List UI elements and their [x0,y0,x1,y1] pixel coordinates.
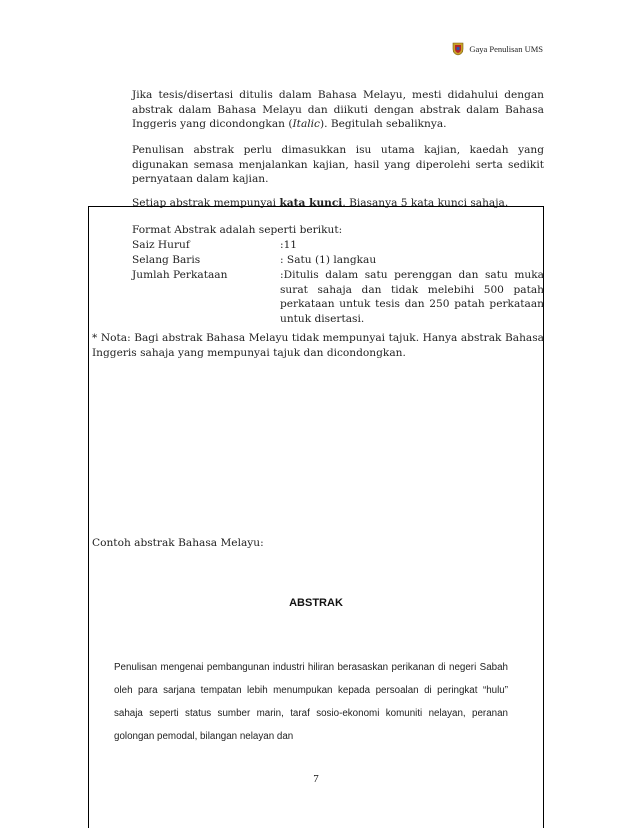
abstrak-title: ABSTRAK [289,597,343,609]
header-text: Gaya Penulisan UMS [469,44,543,54]
example-heading: Contoh abstrak Bahasa Melayu: [92,537,264,549]
nota-text: * Nota: Bagi abstrak Bahasa Melayu tidak mempunyai tajuk. Hanya abstrak Bahasa Inggeris sahaja yang mempunyai tajuk dan dicondongkan. [92,332,544,359]
page-header [451,42,543,56]
italic-term: Italic [292,118,320,130]
paragraph-content-requirements [132,143,544,187]
format-label: Selang Baris [132,254,201,266]
format-value: :11 [280,239,298,251]
paragraph-text: . Biasanya 5 kata kunci sahaja. [342,197,509,209]
paragraph-text: Setiap abstrak mempunyai [132,197,280,209]
format-row-word-count [0,268,638,328]
format-row-line-spacing [0,253,638,268]
paragraph-language-order [132,88,544,132]
format-label: Saiz Huruf [132,239,190,251]
bold-term: kata kunci [279,197,343,209]
paragraph-text: ). Begitulah sebaliknya. [319,118,447,130]
format-value: : Satu (1) langkau [280,254,377,266]
paragraph-text: Jika tesis/disertasi ditulis dalam Bahasa Melayu, mesti didahului dengan abstrak dalam Bahasa Melayu dan diikuti dengan abstrak dalam Bahasa Inggeris yang dicondongkan ( [132,89,544,130]
ums-crest-icon [451,42,465,56]
page-number: 7 [313,773,319,785]
format-row-font-size [0,238,638,253]
format-intro: Format Abstrak adalah seperti berikut: [132,224,343,236]
sample-abstract-text: Penulisan mengenai pembangunan industri hiliran berasaskan perikanan di negeri Sabah oleh para sarjana tempatan lebih menumpukan kepada persoalan di peringkat “hulu” sahaja seperti status sumber marin, taraf sosio-ekonomi komuniti nelayan, peranan golongan pemodal, bilangan nelayan dan [114,662,508,742]
format-label: Jumlah Perkataan [132,269,228,281]
format-value: :Ditulis dalam satu perenggan dan satu muka surat sahaja dan tidak melebihi 500 patah perkataan untuk tesis dan 250 patah perkataan untuk disertasi. [280,269,544,325]
paragraph-text: Penulisan abstrak perlu dimasukkan isu utama kajian, kaedah yang digunakan semasa menjalankan kajian, hasil yang diperolehi serta sedikit pernyataan dalam kajian. [132,144,544,185]
